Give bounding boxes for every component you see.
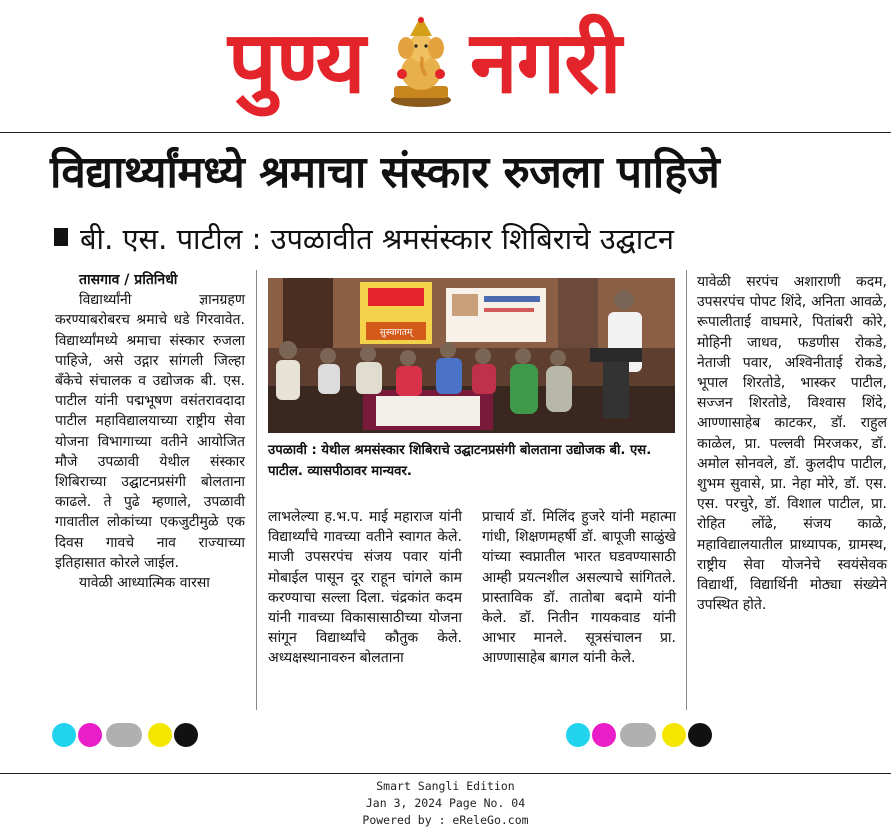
event-photo-illustration <box>268 278 675 433</box>
edition-name: Smart Sangli Edition <box>376 779 515 793</box>
article-headline: विद्यार्थ्यांमध्ये श्रमाचा संस्कार रुजला पाहिजे <box>50 147 720 198</box>
registration-dot-cyan <box>566 723 590 747</box>
registration-dot-yellow <box>662 723 686 747</box>
registration-dot-grey <box>106 723 142 747</box>
article-subhead-row <box>52 218 852 262</box>
edition-footer <box>0 778 891 829</box>
article-paragraph: प्राचार्य डॉ. मिलिंद हुजरे यांनी महात्मा गांधी, शिक्षणमहर्षी डॉ. बापूजी साळुंखे यांच्या स्वप्नातील भारत घडवण्यासाठी आम्ही प्रयत्नशील असल्याचे सांगितले. प्रास्ताविक डॉ. तातोबा बदामे यांनी केले. डॉ. नितीन गायकवाड यांनी आभार मानले. सूत्रसंचालन प्रा. आण्णासाहेब बागल यांनी केले. <box>482 509 676 667</box>
bullet-square-icon <box>54 228 68 246</box>
edition-date-page: Jan 3, 2024 Page No. 04 <box>365 796 526 810</box>
article-paragraph: यावेळी सरपंच अशाराणी कदम, उपसरपंच पोपट शिंदे, अनिता आवळे, रूपालीताई वाघमारे, पितांबरी कोरे, मोहिनी जाधव, फडणीस रोकडे, नेताजी पवार, अश्विनीताई रोकडे, भूपाल शिरतोडे, भास्कर पाटील, सज्जन शिरतोडे, विश्वास शिंदे, आण्णासाहेब काटकर, डॉ. राहुल काळेल, प्रा. पल्लवी मिरजकर, डॉ. अमोल सोनवले, डॉ. कुलदीप पाटील, शुभम सुवासे, प्रा. नेहा मोरे, डॉ. एस. एस. परचुरे, डॉ. विशाल पाटील, प्रा. रोहित लोंढे, संजय काळे, महाविद्यालयातील प्राध्यापक, ग्रामस्थ, राष्ट्रीय सेवा योजनेचे स्वयंसेवक विद्यार्थी, विद्यार्थिनी मोठ्या संख्येने उपस्थित होते. <box>697 274 887 614</box>
registration-dot-cyan <box>52 723 76 747</box>
article-paragraph: लाभलेल्या ह.भ.प. माई महाराज यांनी विद्यार्थ्यांचे गावच्या वतीने स्वागत केले. माजी उपसरपंच संजय पवार यांनी मोबाईल पासून दूर राहून चांगले काम करण्याचा सल्ला दिला. चंद्रकांत कदम यांनी गावच्या विकासासाठीच्या योजना सांगून विद्यार्थ्यांचे कौतुक केले. अध्यक्षस्थानावरुन बोलताना <box>268 509 462 667</box>
article-column-3 <box>482 507 676 669</box>
masthead-divider <box>0 132 891 133</box>
registration-dot-black <box>174 723 198 747</box>
photo-caption: उपळावी : येथील श्रमसंस्कार शिबिराचे उद्घाटनप्रसंगी बोलताना उद्योजक बी. एस. पाटील. व्यासपीठावर मान्यवर. <box>268 443 652 479</box>
footer-divider <box>0 773 891 774</box>
registration-dot-grey <box>620 723 656 747</box>
article-paragraph: यावेळी आध्यात्मिक वारसा <box>79 575 210 592</box>
event-photo <box>268 278 675 433</box>
registration-dot-magenta <box>592 723 616 747</box>
article-column-1 <box>55 270 245 593</box>
banner-text: सुस्वागतम् <box>379 328 413 338</box>
registration-dot-black <box>688 723 712 747</box>
article-paragraph: विद्यार्थ्यांनी ज्ञानग्रहण करण्याबरोबरच श्रमाचे धडे गिरवावेत. विद्यार्थ्यांमध्ये श्रमाचा संस्कार रुजला पाहिजे, असे उद्गार सांगली जिल्हा बँकेचे संचालक व उद्योजक बी. एस. पाटील यांनी पद्मभूषण वसंतरावदादा पाटील महाविद्यालयाच्या राष्ट्रीय सेवा योजना विभागाच्या वतीने आयोजित मौजे उपळावी येथील संस्कार शिबिराच्या उद्घाटनप्रसंगी बोलताना काढले. ते पुढे म्हणाले, उपळावी गावातील लोकांच्या एकजुटीमुळे एक दिवस गावचे नाव राज्याच्या इतिहासात कोरले जाईल. <box>55 292 245 571</box>
column-divider <box>256 270 257 710</box>
article-column-4 <box>697 272 887 615</box>
article-dateline: तासगाव / प्रतिनिधी <box>79 272 178 288</box>
masthead-title-left: पुण्य <box>228 13 365 113</box>
masthead <box>0 0 891 130</box>
column-divider <box>686 270 687 710</box>
powered-by-link[interactable]: Powered by : eReleGo.com <box>362 813 529 827</box>
masthead-title-right: नगरी <box>470 13 621 113</box>
registration-dot-magenta <box>78 723 102 747</box>
article-column-2 <box>268 507 462 669</box>
article-subhead: बी. एस. पाटील : उपळावीत श्रमसंस्कार शिबिराचे उद्घाटन <box>80 222 674 256</box>
ganesha-icon <box>388 12 454 108</box>
registration-dot-yellow <box>148 723 172 747</box>
